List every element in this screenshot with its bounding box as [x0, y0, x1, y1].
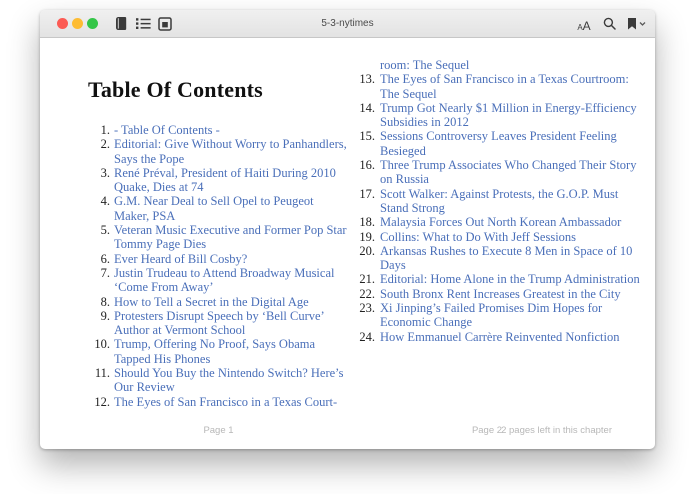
- toc-entry: [88, 137, 349, 166]
- toc-entry-link[interactable]: Editorial: Give Without Worry to Panhandlers, Says the Pope: [114, 137, 347, 166]
- toc-entry: [349, 301, 640, 330]
- chapter-pages-remaining: 2 pages left in this chapter: [501, 425, 612, 436]
- toc-entry-number: 21.: [359, 272, 375, 287]
- toc-entry-link[interactable]: Collins: What to Do With Jeff Sessions: [380, 229, 577, 244]
- toc-entry: [349, 101, 640, 130]
- toc-entry: [88, 309, 349, 338]
- toc-entry-number: 15.: [359, 129, 375, 144]
- toc-entry-link[interactable]: Malaysia Forces Out North Korean Ambassador: [380, 215, 622, 230]
- toc-entry-number: 13.: [359, 72, 375, 87]
- toc-entry-number: 17.: [359, 186, 375, 201]
- close-button[interactable]: [57, 18, 68, 29]
- toc-entry-link[interactable]: Ever Heard of Bill Cosby?: [114, 251, 248, 266]
- toc-entry-number: 3.: [100, 165, 110, 180]
- toc-entry: [349, 272, 640, 286]
- toc-entry-number: 1.: [100, 123, 110, 137]
- toc-entry-number: 5.: [100, 223, 110, 238]
- toc-entry-number: 4.: [100, 194, 110, 209]
- toc-entry-number: 20.: [359, 243, 375, 258]
- toc-entry: [349, 230, 640, 244]
- toc-entry-number: 11.: [94, 366, 110, 381]
- titlebar: [40, 10, 655, 38]
- page-number-right: Page 2: [471, 425, 503, 436]
- toc-entry-link[interactable]: Justin Trudeau to Attend Broadway Musical ‘Come From Away’: [114, 265, 335, 295]
- bookmark-icon[interactable]: [626, 16, 646, 32]
- traffic-lights: [57, 18, 98, 29]
- toc-entry-number: 18.: [359, 215, 375, 230]
- toc-entry-number: 7.: [100, 265, 110, 280]
- toc-entry-link[interactable]: G.M. Near Deal to Sell Opel to Peugeot Maker, PSA: [114, 194, 314, 223]
- page-title: Table Of Contents: [88, 77, 263, 102]
- table-of-contents-icon[interactable]: [135, 16, 151, 32]
- toc-entry-number: 14.: [359, 100, 375, 115]
- toc-entry-link[interactable]: Arkansas Rushes to Execute 8 Men in Space of 10 Days: [380, 243, 633, 273]
- toc-entry-link[interactable]: Three Trump Associates Who Changed Their Story on Russia: [380, 158, 637, 187]
- toc-entry: [88, 166, 349, 195]
- toc-entry-link[interactable]: René Préval, President of Haiti During 2010 Quake, Dies at 74: [114, 165, 336, 195]
- toc-entry-number: 16.: [359, 158, 375, 173]
- toc-entry-number: 9.: [100, 308, 110, 323]
- toc-entry-link[interactable]: Protesters Disrupt Speech by ‘Bell Curve’ Author at Vermont School: [114, 308, 324, 338]
- library-icon[interactable]: [113, 16, 129, 32]
- toc-entry-number: 2.: [100, 137, 110, 152]
- toc-entry-number: 12.: [94, 394, 110, 409]
- toc-entry-link[interactable]: Veteran Music Executive and Former Pop Star Tommy Page Dies: [114, 223, 347, 252]
- toc-column-left: [88, 38, 349, 409]
- toc-entry: [88, 123, 349, 137]
- toc-entry-link[interactable]: Should You Buy the Nintendo Switch? Here’s Our Review: [114, 366, 344, 395]
- toc-entry: [88, 266, 349, 295]
- toc-entry-number: 10.: [94, 337, 110, 352]
- toc-entry-number: 22.: [359, 286, 375, 301]
- toc-entry: [88, 194, 349, 223]
- toc-entry-link[interactable]: The Eyes of San Francisco in a Texas Court-: [114, 394, 338, 409]
- toc-entry: [88, 366, 349, 395]
- toc-entry-link[interactable]: Trump Got Nearly $1 Million in Energy-Efficiency Subsidies in 2012: [380, 100, 637, 130]
- toc-entry-link[interactable]: - Table Of Contents -: [114, 123, 220, 137]
- toc-column-right: [349, 38, 640, 409]
- toc-entry: [88, 295, 349, 309]
- toc-entry-continuation[interactable]: room: The Sequel: [380, 58, 470, 72]
- toc-entry: [349, 129, 640, 158]
- toc-entry-link[interactable]: Scott Walker: Against Protests, the G.O.P. Must Stand Strong: [380, 186, 619, 215]
- toc-entry-number: 6.: [100, 251, 110, 266]
- toc-entry-link[interactable]: The Eyes of San Francisco in a Texas Courtroom: The Sequel: [380, 72, 629, 101]
- toc-entry: [88, 395, 349, 409]
- toc-entry-number: 23.: [359, 301, 375, 316]
- toc-entry: [88, 223, 349, 252]
- toc-entry-link[interactable]: How to Tell a Secret in the Digital Age: [114, 294, 309, 309]
- toc-entry: [88, 337, 349, 366]
- toc-entry: [349, 158, 640, 187]
- toc-entry-link[interactable]: Sessions Controversy Leaves President Feeling Besieged: [380, 129, 617, 158]
- toc-entry-number: 8.: [100, 294, 110, 309]
- page-number-left: Page 1: [203, 425, 234, 436]
- toc-entry: [349, 187, 640, 216]
- toc-entry: [349, 244, 640, 273]
- book-page-content: [40, 38, 655, 448]
- toc-list-right: [349, 72, 640, 344]
- book-reader-window: [40, 10, 655, 449]
- minimize-button[interactable]: [72, 18, 83, 29]
- window-title: 5-3-nytimes: [321, 18, 374, 29]
- toc-entry-number: 24.: [359, 329, 375, 344]
- toc-entry-number: 19.: [359, 229, 375, 244]
- toc-entry: [349, 215, 640, 229]
- text-appearance-icon[interactable]: A A: [577, 18, 591, 33]
- zoom-button[interactable]: [87, 18, 98, 29]
- toc-entry-link[interactable]: How Emmanuel Carrère Reinvented Nonfiction: [380, 329, 620, 344]
- search-icon[interactable]: [601, 16, 617, 32]
- toc-entry-link[interactable]: South Bronx Rent Increases Greatest in the City: [380, 286, 621, 301]
- notes-icon[interactable]: [157, 16, 173, 32]
- toc-entry: [349, 287, 640, 301]
- toc-entry-link[interactable]: Trump, Offering No Proof, Says Obama Tapped His Phones: [114, 337, 316, 366]
- page-footer: [40, 425, 655, 437]
- toc-entry: [88, 252, 349, 266]
- toc-list-left: [88, 123, 349, 409]
- toc-entry-link[interactable]: Editorial: Home Alone in the Trump Administration: [380, 272, 640, 287]
- toc-entry-link[interactable]: Xi Jinping’s Failed Promises Dim Hopes for Economic Change: [380, 301, 603, 330]
- toc-entry: [349, 72, 640, 101]
- toc-entry: [349, 330, 640, 344]
